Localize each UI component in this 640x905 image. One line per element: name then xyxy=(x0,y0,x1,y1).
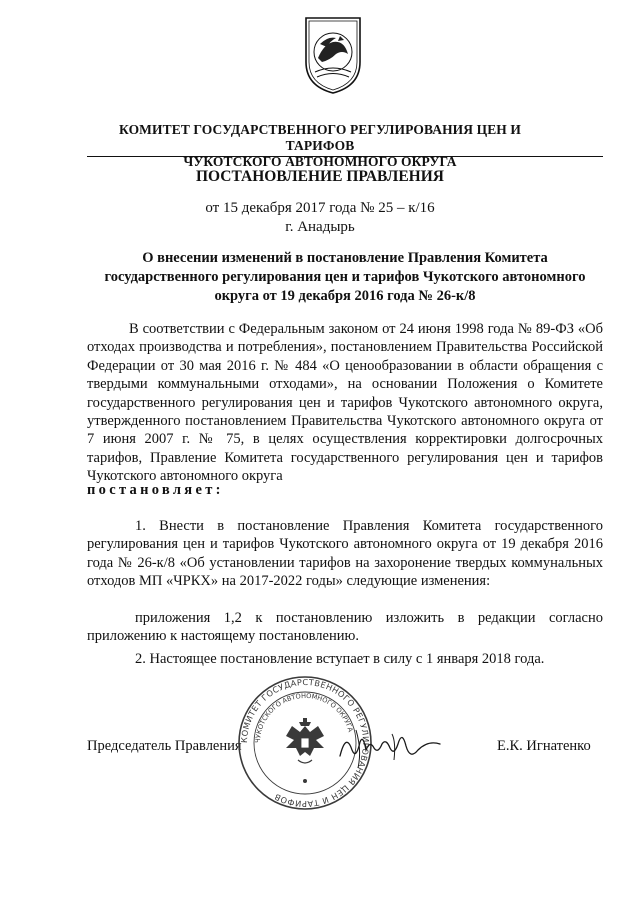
svg-text:КОМИТЕТ ГОСУДАРСТВЕННОГО РЕГУЛ: КОМИТЕТ ГОСУДАРСТВЕННОГО РЕГУЛИРОВАНИЯ ЦЕН И ТАРИФОВ xyxy=(238,676,372,810)
committee-name-line1: КОМИТЕТ ГОСУДАРСТВЕННОГО РЕГУЛИРОВАНИЯ ЦЕН И ТАРИФОВ xyxy=(119,122,521,153)
document-subject: О внесении изменений в постановление Правления Комитета государственного регулирования цен и тарифов Чукотского автономного округа от 19 декабря 2016 года № 26-к/8 xyxy=(104,250,586,304)
handwritten-signature-icon xyxy=(332,720,444,772)
committee-header xyxy=(100,122,540,170)
signatory-name: Е.К. Игнатенко xyxy=(497,738,591,754)
committee-name-line2: ЧУКОТСКОГО АВТОНОМНОГО ОКРУГА xyxy=(183,154,457,169)
coat-of-arms-icon xyxy=(300,14,366,96)
signatory-position: Председатель Правления xyxy=(87,738,242,754)
preamble-paragraph: В соответствии с Федеральным законом от 24 июня 1998 года № 89-ФЗ «Об отходах производства и потребления», постановлением Правительства Российской Федерации от 30 мая 2016 г. № 484 «О ценообразовании в области обращения с твердыми коммунальными отходами», на основании Положения о Комитете государственного регулирования цен и тарифов Чукотского автономного округа, утвержденного постановлением Правительства Чукотского автономного округа от 7 июня 2007 г. № 75, в целях осуществления корректировки долгосрочных тарифов, Правление Комитета государственного регулирования цен и тарифов Чукотского автономного округа xyxy=(87,321,603,485)
decree-word: постановляет: xyxy=(87,482,224,498)
document-city: г. Анадырь xyxy=(285,219,355,235)
document-date: от 15 декабря 2017 года № 25 – к/16 xyxy=(205,200,435,216)
svg-text:ЧУКОТСКОГО АВТОНОМНОГО ОКРУГА: ЧУКОТСКОГО АВТОНОМНОГО ОКРУГА xyxy=(253,691,355,744)
document-title: ПОСТАНОВЛЕНИЕ ПРАВЛЕНИЯ xyxy=(195,168,444,185)
item-1-detail: приложения 1,2 к постановлению изложить в редакции согласно приложению к настоящему постановлению. xyxy=(87,610,603,645)
item-2: 2. Настоящее постановление вступает в силу с 1 января 2018 года. xyxy=(135,651,545,667)
header-divider xyxy=(87,156,603,157)
item-1: 1. Внести в постановление Правления Комитета государственного регулирования цен и тарифов Чукотского автономного округа от 19 декабря 2016 года № 26-к/8 «Об установлении тарифов на захоронение твердых коммунальных отходов МП «ЧРКХ» на 2017-2022 годы» следующие изменения: xyxy=(87,518,603,590)
